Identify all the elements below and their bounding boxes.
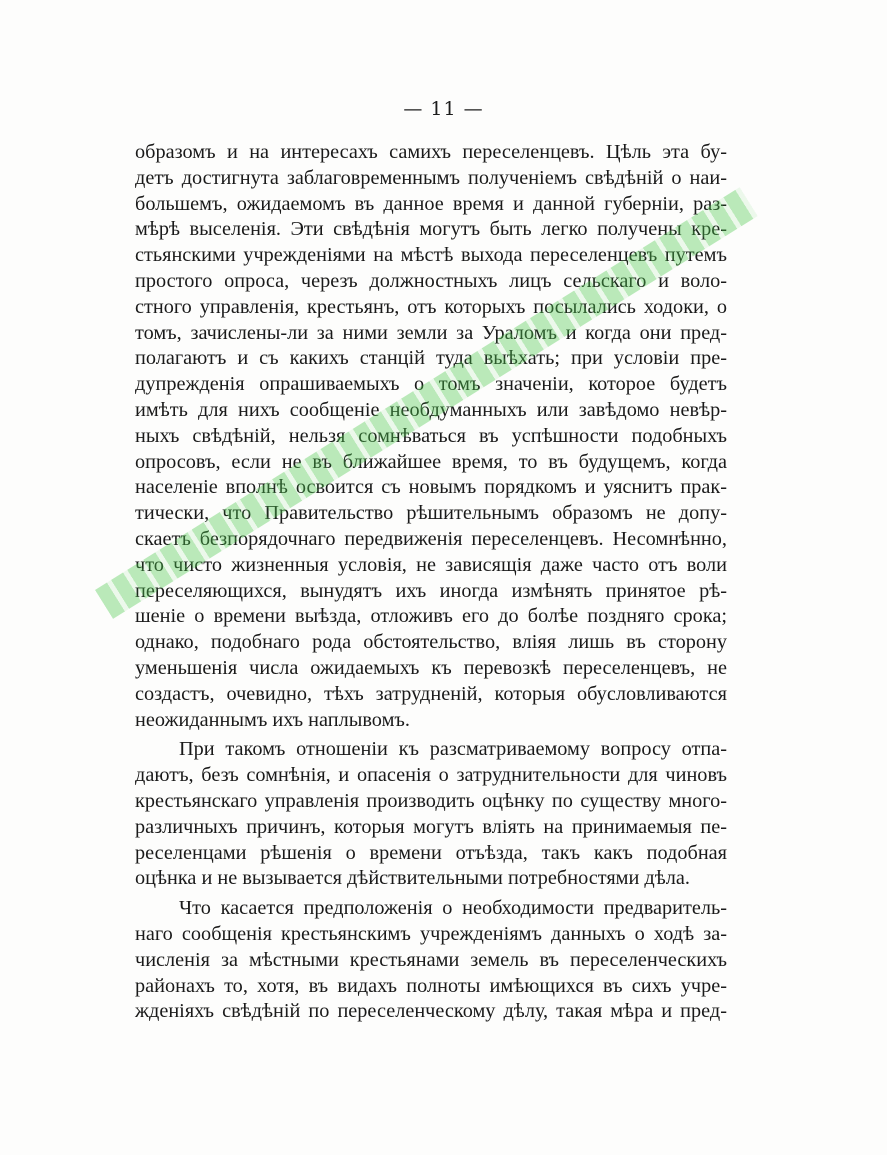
- text-line: создастъ, очевидно, тѣхъ затрудненій, которыя обусловливаются: [135, 682, 727, 705]
- text-line: простого опроса, черезъ должностныхъ лицъ сельскаго и воло-: [135, 269, 727, 292]
- text-line: различныхъ причинъ, которыя могутъ вліять на принимаемыя пе-: [135, 815, 727, 838]
- text-line: стьянскими учрежденіями на мѣстѣ выхода переселенцевъ путемъ: [135, 244, 727, 267]
- text-line: стного управленія, крестьянъ, отъ которыхъ посылались ходоки, о: [135, 295, 727, 318]
- text-line: наго сообщенія крестьянскимъ учрежденіямъ данныхъ о ходѣ за-: [135, 922, 727, 945]
- text-line: населеніе вполнѣ освоится съ новымъ порядкомъ и уяснитъ прак-: [135, 476, 727, 499]
- text-line: шеніе о времени выѣзда, отложивъ его до болѣе поздняго срока;: [135, 605, 727, 628]
- text-line: реселенцами рѣшенія о времени отъѣзда, такъ какъ подобная: [135, 841, 727, 864]
- text-line: имѣть для нихъ сообщеніе необдуманныхъ или завѣдомо невѣр-: [135, 398, 727, 421]
- text-line: При такомъ отношеніи къ разсматриваемому вопросу отпа-: [179, 738, 727, 761]
- text-line: дупрежденія опрашиваемыхъ о томъ значеніи, которое будетъ: [135, 373, 727, 396]
- text-line: что чисто жизненныя условія, не зависящія даже часто отъ воли: [135, 553, 727, 576]
- text-line: уменьшенія числа ожидаемыхъ къ перевозкѣ переселенцевъ, не: [135, 656, 727, 679]
- page-number: — 11 —: [403, 98, 484, 120]
- text-line: крестьянскаго управленія производить оцѣнку по существу много-: [135, 789, 727, 812]
- text-line: томъ, зачислены-ли за ними земли за Ураломъ и когда они пред-: [135, 321, 727, 344]
- text-line: скаетъ безпорядочнаго передвиженія переселенцевъ. Несомнѣнно,: [135, 527, 727, 550]
- text-line: районахъ то, хотя, въ видахъ полноты имѣющихся въ сихъ учре-: [135, 974, 727, 997]
- text-line: детъ достигнута заблаговременнымъ полученіемъ свѣдѣній о наи-: [135, 166, 727, 189]
- text-line: переселяющихся, вынудятъ ихъ иногда измѣнять принятое рѣ-: [135, 579, 727, 602]
- paragraph-1: [135, 140, 727, 733]
- text-line: мѣрѣ выселенія. Эти свѣдѣнія могутъ быть легко получены кре-: [135, 218, 727, 241]
- text-line: даютъ, безъ сомнѣнія, и опасенія о затруднительности для чиновъ: [135, 764, 727, 787]
- text-line: оцѣнка и не вызывается дѣйствительными потребностями дѣла.: [135, 867, 690, 890]
- text-line: большемъ, ожидаемомъ въ данное время и данной губерніи, раз-: [135, 192, 727, 215]
- text-line: однако, подобнаго рода обстоятельство, вліяя лишь въ сторону: [135, 631, 727, 654]
- paragraph-3: [135, 896, 727, 1025]
- text-line: образомъ и на интересахъ самихъ переселенцевъ. Цѣль эта бу-: [135, 141, 727, 163]
- text-line: опросовъ, если не въ ближайшее время, то въ будущемъ, когда: [135, 450, 727, 473]
- text-line: жденіяхъ свѣдѣній по переселенческому дѣлу, такая мѣра и пред-: [135, 1000, 727, 1023]
- text-line: тически, что Правительство рѣшительнымъ образомъ не допу-: [135, 502, 727, 525]
- paragraph-2: [135, 737, 727, 892]
- body-text: [135, 140, 727, 1025]
- text-line: полагаютъ и съ какихъ станцій туда выѣхать; при условіи пре-: [135, 347, 727, 370]
- text-line: Что касается предположенія о необходимости предваритель-: [179, 897, 727, 920]
- text-line: неожиданнымъ ихъ наплывомъ.: [135, 708, 410, 731]
- text-line: численія за мѣстными крестьянами земель въ переселенческихъ: [135, 948, 727, 971]
- text-line: ныхъ свѣдѣній, нельзя сомнѣваться въ успѣшности подобныхъ: [135, 424, 727, 447]
